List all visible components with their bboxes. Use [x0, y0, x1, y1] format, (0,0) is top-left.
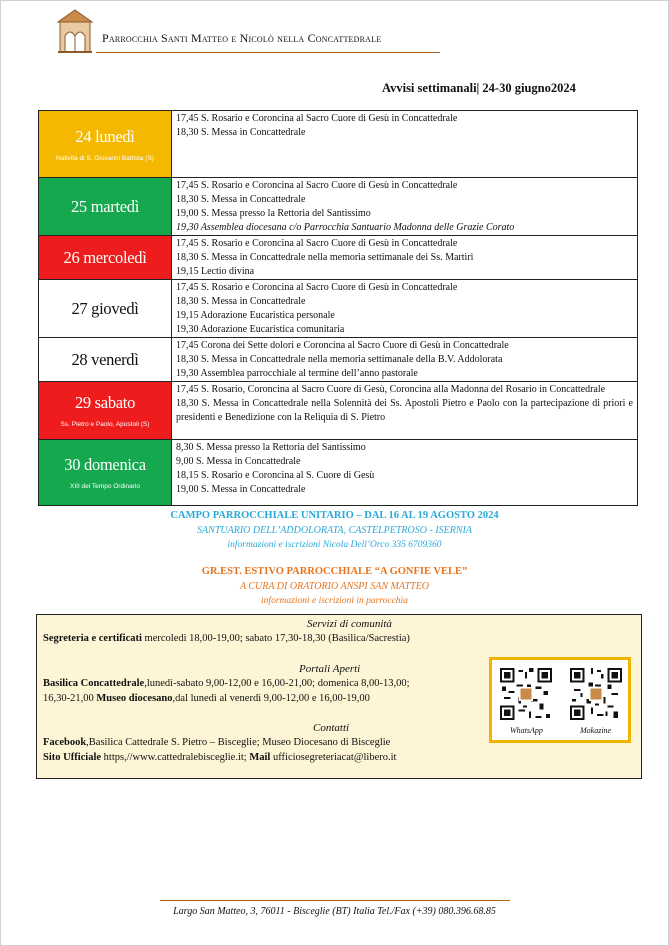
schedule-row	[39, 338, 638, 382]
grest-organizer: A CURA DI ORATORIO ANSPI SAN MATTEO	[239, 581, 430, 592]
museum-hours: 16,30-21,00 Museo diocesano,dal lunedì al venerdì 9,00-12,00 e 16,00-19,00	[43, 693, 370, 704]
day-cell	[39, 440, 172, 506]
event-item: 19,00 S. Messa presso la Rettoria del Santissimo	[176, 208, 371, 219]
event-item: 18,30 S. Messa in Concattedrale nella Solennità dei Ss. Apostoli Pietro e Paolo con la partecipazione di priori e presidenti e Benedizione con la Reliquia di S. Pietro	[176, 398, 633, 423]
schedule-row	[39, 382, 638, 440]
day-cell	[39, 382, 172, 440]
events-cell	[172, 338, 638, 382]
header-divider	[96, 52, 440, 53]
day-cell	[39, 280, 172, 338]
footer-address: Largo San Matteo, 3, 76011 - Bisceglie (BT) Italia Tel./Fax (+39) 080.396.68.85	[173, 906, 496, 917]
footer-divider	[160, 900, 510, 901]
event-item: 18,30 S. Messa in Concattedrale	[176, 127, 306, 138]
mokazine-qr-code[interactable]	[570, 668, 622, 720]
day-cell	[39, 111, 172, 178]
schedule-row	[39, 280, 638, 338]
day-feast: XIII del Tempo Ordinario	[70, 483, 140, 490]
day-name: 28 venerdì	[71, 349, 139, 369]
schedule-row	[39, 178, 638, 236]
day-cell	[39, 178, 172, 236]
event-item: 18,30 S. Messa in Concattedrale nella memoria settimanale della B.V. Addolorata	[176, 354, 503, 365]
events-cell	[172, 111, 638, 178]
event-item: 17,45 Corona dei Sette dolori e Coroncina al Sacro Cuore di Gesù in Concattedrale	[176, 340, 509, 351]
event-item: 19,30 Adorazione Eucaristica comunitaria	[176, 324, 345, 335]
event-item: 17,45 S. Rosario e Coroncina al Sacro Cuore di Gesù in Concattedrale	[176, 113, 458, 124]
event-item: 18,30 S. Messa in Concattedrale nella memoria settimanale dei Ss. Martiri	[176, 252, 474, 263]
events-cell	[172, 178, 638, 236]
event-item: 19,15 Adorazione Eucaristica personale	[176, 310, 335, 321]
events-cell	[172, 280, 638, 338]
day-feast: Natività di S. Giovanni Battista (S)	[56, 154, 154, 162]
mokazine-label: Mokazine	[580, 726, 612, 735]
events-cell	[172, 440, 638, 506]
event-item: 18,30 S. Messa in Concattedrale	[176, 296, 306, 307]
day-name: 29 sabato	[74, 393, 136, 412]
parish-name: Parrocchia Santi Matteo e Nicolò nella Concattedrale	[102, 31, 382, 45]
camp-contact: informazioni e iscrizioni Nicola Dell’Orco 335 6709360	[227, 540, 442, 550]
whatsapp-qr-code[interactable]	[500, 668, 552, 720]
event-item: 17,45 S. Rosario, Coroncina al Sacro Cuore di Gesù, Coroncina alla Madonna del Rosario in Concattedrale	[176, 384, 606, 395]
event-item: 19,30 Assemblea parrocchiale al termine dell’anno pastorale	[176, 368, 418, 379]
schedule-row	[39, 111, 638, 178]
services-title: Servizi di comunità	[307, 618, 392, 630]
events-cell	[172, 382, 638, 440]
event-item: 18,30 S. Messa in Concattedrale	[176, 194, 306, 205]
day-feast: Ss. Pietro e Paolo, Apostoli (S)	[60, 421, 150, 428]
event-item: 19,15 Lectio divina	[176, 266, 255, 277]
schedule-row	[39, 236, 638, 280]
open-portals-title: Portali Aperti	[299, 663, 361, 675]
church-logo	[54, 8, 96, 56]
schedule-row	[39, 440, 638, 506]
event-item: 17,45 S. Rosario e Coroncina al Sacro Cuore di Gesù in Concattedrale	[176, 180, 458, 191]
event-item: 8,30 S. Messa presso la Rettoria del Santissimo	[176, 442, 366, 453]
day-name: 25 martedì	[70, 196, 140, 216]
event-item: 18,15 S. Rosario e Coroncina al S. Cuore di Gesù	[176, 470, 375, 481]
day-name: 26 mercoledì	[63, 247, 147, 267]
day-cell	[39, 338, 172, 382]
events-cell	[172, 236, 638, 280]
basilica-hours: Basilica Concattedrale,lunedì-sabato 9,00-12,00 e 16,00-21,00; domenica 8,00-13,00;	[43, 678, 410, 689]
event-item: 19,30 Assemblea diocesana c/o Parrocchia Santuario Madonna delle Grazie Corato	[176, 222, 515, 233]
day-name: 30 domenica	[64, 455, 146, 474]
facebook-line: Facebook,Basilica Cattedrale S. Pietro – Bisceglie; Museo Diocesano di Bisceglie	[43, 737, 391, 748]
info-box	[36, 614, 642, 779]
website-mail-line[interactable]: Sito Ufficiale https,//www.cattedralebisceglie.it; Mail ufficiosegreteriacat@libero.it	[43, 752, 397, 763]
event-item: 17,45 S. Rosario e Coroncina al Sacro Cuore di Gesù in Concattedrale	[176, 238, 458, 249]
day-name: 24 lunedì	[75, 126, 135, 146]
contacts-title: Contatti	[313, 722, 350, 734]
services-line: Segreteria e certificati mercoledì 18,00-19,00; sabato 17,30-18,30 (Basilica/Sacrestia)	[43, 633, 410, 644]
whatsapp-label: WhatsApp	[510, 726, 543, 735]
day-cell	[39, 236, 172, 280]
event-item: 9,00 S. Messa in Concattedrale	[176, 456, 301, 467]
qr-codes-panel	[489, 657, 631, 743]
grest-title: GR.EST. ESTIVO PARROCCHIALE “A GONFIE VELE”	[201, 566, 468, 577]
weekly-schedule-table	[38, 110, 638, 506]
camp-location: SANTUARIO DELL’ADDOLORATA, CASTELPETROSO - ISERNIA	[197, 525, 472, 536]
event-item: 17,45 S. Rosario e Coroncina al Sacro Cuore di Gesù in Concattedrale	[176, 282, 458, 293]
grest-info: informazioni e iscrizioni in parrocchia	[261, 596, 408, 606]
camp-title: CAMPO PARROCCHIALE UNITARIO – DAL 16 AL 19 AGOSTO 2024	[170, 510, 499, 521]
event-item: 19,00 S. Messa in Concattedrale	[176, 484, 306, 495]
day-name: 27 giovedì	[71, 298, 139, 318]
notice-title: Avvisi settimanali| 24-30 giugno2024	[382, 81, 576, 95]
